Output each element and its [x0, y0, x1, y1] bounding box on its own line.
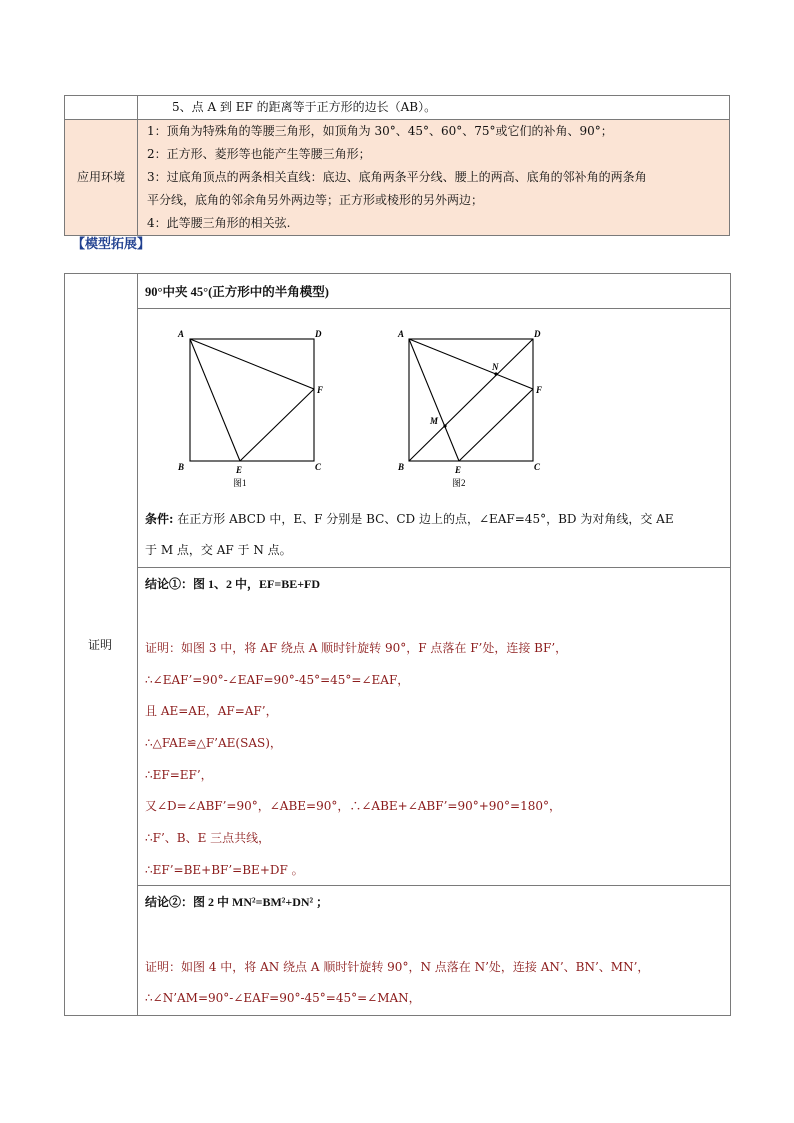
table-row-application: [65, 120, 730, 236]
row-divider: [137, 567, 730, 568]
label-e: E: [236, 465, 243, 475]
point-n: [494, 372, 497, 375]
proof-1-line: 证明：如图 3 中，将 AF 绕点 A 顺时针旋转 90°，F 点落在 F’处，连接 BF’，: [145, 641, 568, 655]
figure-2: [389, 322, 559, 492]
label-a: A: [178, 329, 185, 339]
label-n: N: [492, 362, 499, 372]
proof-1-line: 又∠D=∠ABF’=90°，∠ABE=90°，∴∠ABE+∠ABF’=90°+90°=180°，: [145, 799, 561, 813]
conclusion-1-text: 图 1、2 中，EF=BE+FD: [193, 577, 321, 591]
model-title: 90°中夹 45°(正方形中的半角模型): [145, 285, 329, 299]
proof-label: 证明: [88, 638, 113, 652]
property-5-text: 5、点 A 到 EF 的距离等于正方形的边长（AB）。: [138, 96, 730, 120]
label-e: E: [455, 465, 462, 475]
conclusion-2-label: 结论②：: [145, 895, 194, 909]
condition-label: 条件:: [145, 512, 174, 526]
application-line: 2：正方形、菱形等也能产生等腰三角形；: [147, 147, 371, 161]
label-c: C: [534, 462, 541, 472]
segment-ef: [240, 389, 314, 461]
figure-1-caption: 图1: [233, 478, 247, 488]
section-heading: 【模型拓展】: [72, 237, 151, 252]
label-f: F: [536, 385, 543, 395]
conclusion-1-label: 结论①：: [145, 577, 194, 591]
label-m: M: [430, 416, 439, 426]
proof-1-line: ∴∠EAF’=90°-∠EAF=90°-45°=45°=∠EAF，: [145, 673, 410, 687]
conclusion-1: [145, 576, 320, 592]
point-m: [443, 424, 446, 427]
row-divider: [137, 885, 730, 886]
proof-1-line: ∴EF’=BE+BF’=BE+DF 。: [145, 863, 304, 877]
table-row: [65, 96, 730, 120]
segment-ae: [409, 339, 459, 461]
label-d: D: [534, 329, 541, 339]
label-b: B: [398, 462, 405, 472]
proof-2-line: 证明：如图 4 中，将 AN 绕点 A 顺时针旋转 90°，N 点落在 N’处，连接 AN’、BN’、MN’，: [145, 960, 650, 974]
application-line: 1：顶角为特殊角的等腰三角形，如顶角为 30°、45°、60°、75°或它们的补角、90°；: [147, 124, 613, 138]
diagonal-bd: [409, 339, 533, 461]
label-d: D: [315, 329, 322, 339]
proof-1-line: ∴EF=EF’，: [145, 768, 213, 782]
segment-af: [190, 339, 314, 389]
label-b: B: [178, 462, 185, 472]
segment-ef: [459, 389, 533, 461]
label-f: F: [317, 385, 324, 395]
segment-ae: [190, 339, 240, 461]
segment-af: [409, 339, 533, 389]
application-table: [64, 95, 730, 236]
application-line: 平分线，底角的邻余角另外两边等；正方形或棱形的另外两边；: [147, 193, 484, 207]
condition-line-1: [145, 511, 674, 527]
application-line: 4：此等腰三角形的相关弦.: [147, 216, 291, 230]
table-divider: [137, 273, 138, 1015]
proof-1-line: ∴△FAE≌△F’AE(SAS)，: [145, 736, 282, 750]
proof-2-line: ∴∠N’AM=90°-∠EAF=90°-45°=45°=∠MAN，: [145, 991, 421, 1005]
square-abcd: [190, 339, 314, 461]
table-cell-empty: [65, 96, 138, 120]
conclusion-2: [145, 894, 328, 910]
condition-text: 在正方形 ABCD 中，E、F 分别是 BC、CD 边上的点，∠EAF=45°，BD 为对角线，交 AE: [173, 512, 674, 526]
figure-2-caption: 图2: [452, 478, 466, 488]
proof-1-line: ∴F’、B、E 三点共线，: [145, 831, 271, 845]
condition-line-2: 于 M 点，交 AF 于 N 点。: [145, 543, 292, 557]
proof-1-line: 且 AE=AE，AF=AF’，: [145, 704, 278, 718]
application-label: 应用环境: [65, 120, 138, 236]
conclusion-2-text: 图 2 中 MN²=BM²+DN² ；: [193, 895, 329, 909]
label-c: C: [315, 462, 322, 472]
application-content: [138, 120, 730, 236]
figure-1: [170, 322, 340, 492]
row-divider: [137, 308, 730, 309]
application-line: 3：过底角顶点的两条相关直线：底边、底角两条平分线、腰上的两高、底角的邻补角的两条角: [147, 170, 647, 184]
label-a: A: [398, 329, 405, 339]
